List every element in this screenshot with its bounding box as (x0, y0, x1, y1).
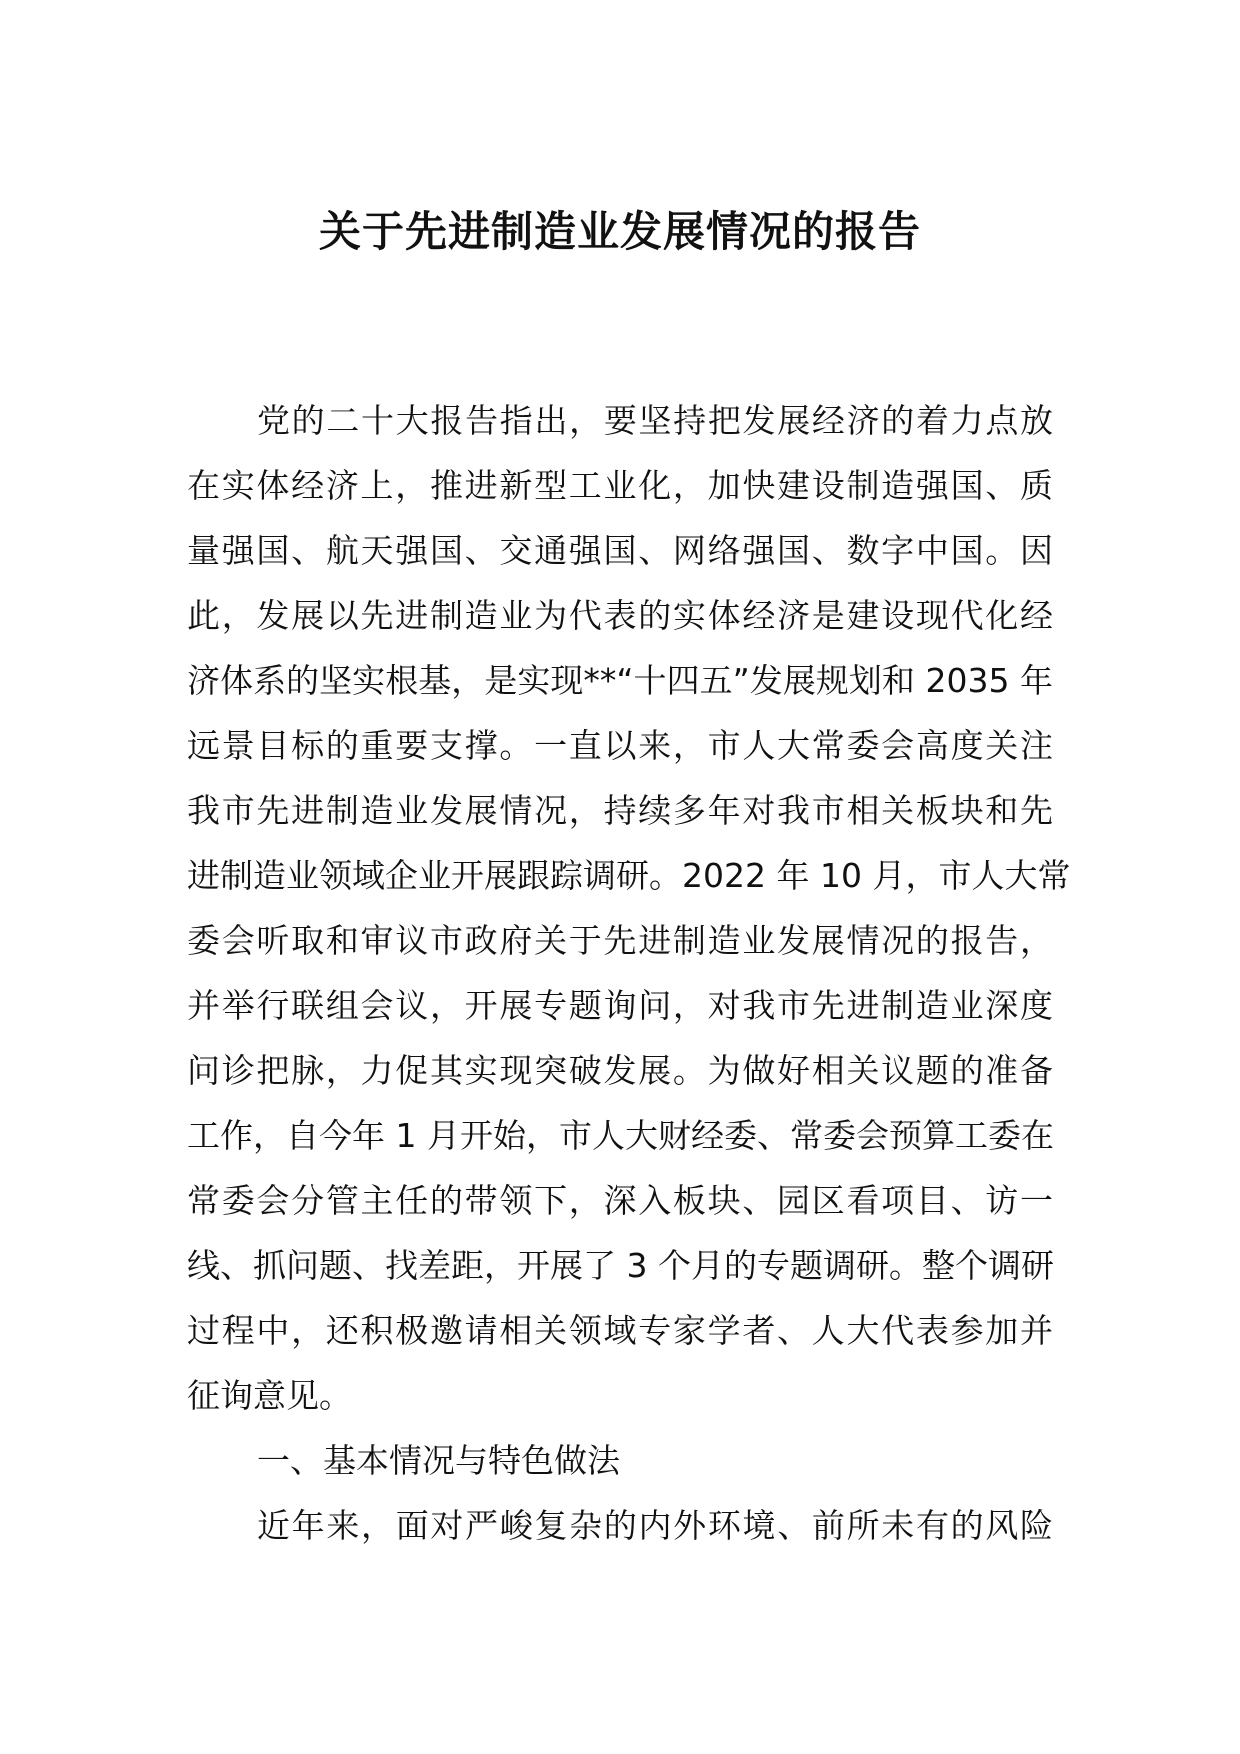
text-line: 党的二十大报告指出，要坚持把发展经济的着力点放 (257, 401, 1053, 440)
text-line: 进制造业领域企业开展跟踪调研。2022 年 10 月，市人大常 (187, 856, 1071, 895)
text-line: 量强国、航天强国、交通强国、网络强国、数字中国。因 (187, 531, 1053, 570)
text-line: 工作，自今年 1 月开始，市人大财经委、常委会预算工委在 (187, 1116, 1054, 1155)
text-line: 近年来，面对严峻复杂的内外环境、前所未有的风险 (257, 1506, 1053, 1545)
text-line: 过程中，还积极邀请相关领域专家学者、人大代表参加并 (187, 1311, 1053, 1350)
text-line: 征询意见。 (187, 1376, 352, 1415)
document-title: 关于先进制造业发展情况的报告 (318, 207, 921, 256)
text-line: 线、抓问题、找差距，开展了 3 个月的专题调研。整个调研 (187, 1246, 1054, 1285)
text-line: 委会听取和审议市政府关于先进制造业发展情况的报告， (187, 921, 1053, 960)
document-body (187, 388, 1071, 1558)
text-line: 常委会分管主任的带领下，深入板块、园区看项目、访一 (187, 1181, 1053, 1220)
text-line: 问诊把脉，力促其实现突破发展。为做好相关议题的准备 (187, 1051, 1053, 1090)
text-line: 此，发展以先进制造业为代表的实体经济是建设现代化经 (187, 596, 1053, 635)
text-line: 在实体经济上，推进新型工业化，加快建设制造强国、质 (187, 466, 1053, 505)
text-line: 一、基本情况与特色做法 (257, 1441, 620, 1480)
text-line: 我市先进制造业发展情况，持续多年对我市相关板块和先 (187, 791, 1053, 830)
text-line: 济体系的坚实根基，是实现**“十四五”发展规划和 2035 年 (187, 661, 1053, 700)
text-line: 远景目标的重要支撑。一直以来，市人大常委会高度关注 (187, 726, 1053, 765)
text-line: 并举行联组会议，开展专题询问，对我市先进制造业深度 (187, 986, 1053, 1025)
